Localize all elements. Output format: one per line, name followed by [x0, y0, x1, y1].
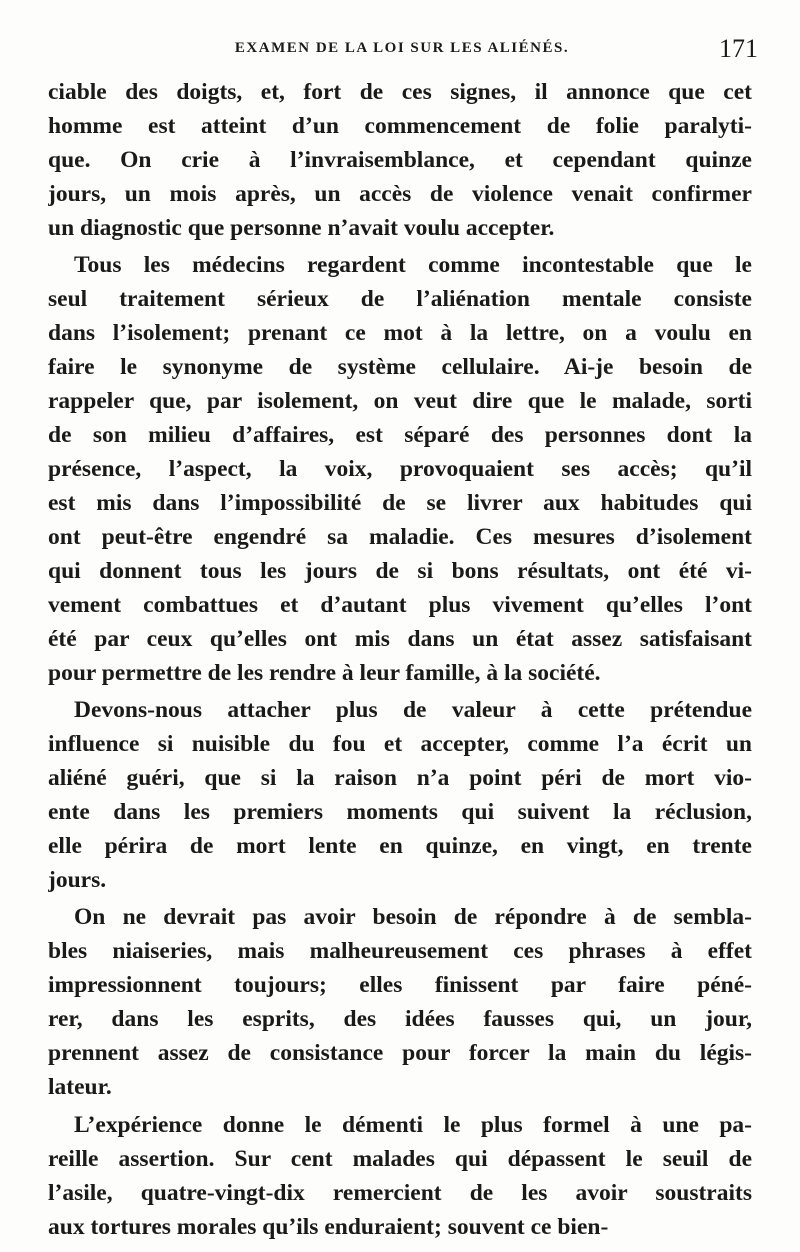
- text-line: dans l’isolement; prenant ce mot à la lettre, on a voulu en: [48, 320, 752, 346]
- paragraph: [48, 693, 752, 897]
- paragraph: [48, 75, 752, 245]
- text-line: impressionnent toujours; elles finissent par faire péné-: [48, 972, 752, 998]
- text-line: reille assertion. Sur cent malades qui dépassent le seuil de: [48, 1146, 752, 1172]
- text-line: faire le synonyme de système cellulaire. Ai-je besoin de: [48, 354, 752, 380]
- text-line: influence si nuisible du fou et accepter, comme l’a écrit un: [48, 731, 752, 757]
- text-line: présence, l’aspect, la voix, provoquaient ses accès; qu’il: [48, 456, 752, 482]
- paragraph: [48, 1108, 752, 1244]
- page-number: 171: [719, 34, 758, 63]
- text-line: que. On crie à l’invraisemblance, et cependant quinze: [48, 147, 752, 173]
- running-title: EXAMEN DE LA LOI SUR LES ALIÉNÉS.: [234, 40, 570, 56]
- text-line: ont peut-être engendré sa maladie. Ces mesures d’isolement: [48, 524, 752, 550]
- text-line: qui donnent tous les jours de si bons résultats, ont été vi-: [48, 558, 752, 584]
- text-line: Tous les médecins regardent comme incontestable que le: [74, 252, 752, 278]
- text-line: jours.: [48, 867, 107, 893]
- text-line: vement combattues et d’autant plus vivement qu’elles l’ont: [48, 592, 752, 618]
- paragraph: [48, 248, 752, 690]
- text-line: de son milieu d’affaires, est séparé des personnes dont la: [48, 422, 752, 448]
- text-line: lateur.: [48, 1074, 112, 1100]
- text-line: prennent assez de consistance pour forcer la main du légis-: [48, 1040, 752, 1066]
- text-line: L’expérience donne le démenti le plus formel à une pa-: [74, 1112, 752, 1138]
- text-line: rappeler que, par isolement, on veut dire que le malade, sorti: [48, 388, 752, 414]
- text-line: aliéné guéri, que si la raison n’a point péri de mort vio-: [48, 765, 752, 791]
- text-line: ciable des doigts, et, fort de ces signes, il annonce que cet: [48, 79, 752, 105]
- text-line: un diagnostic que personne n’avait voulu accepter.: [48, 215, 555, 241]
- text-line: jours, un mois après, un accès de violence venait confirmer: [48, 181, 752, 207]
- text-line: homme est atteint d’un commencement de folie paralyti-: [48, 113, 752, 139]
- text-line: seul traitement sérieux de l’aliénation mentale consiste: [48, 286, 752, 312]
- text-line: rer, dans les esprits, des idées fausses qui, un jour,: [48, 1006, 752, 1032]
- text-line: été par ceux qu’elles ont mis dans un état assez satisfaisant: [48, 626, 752, 652]
- running-head: [46, 36, 758, 72]
- text-line: ente dans les premiers moments qui suivent la réclusion,: [48, 799, 752, 825]
- text-line: pour permettre de les rendre à leur famille, à la société.: [48, 660, 601, 686]
- text-line: On ne devrait pas avoir besoin de répondre à de sembla-: [74, 904, 752, 930]
- text-line: elle périra de mort lente en quinze, en vingt, en trente: [48, 833, 752, 859]
- text-line: l’asile, quatre-vingt-dix remercient de les avoir soustraits: [48, 1180, 752, 1206]
- text-line: bles niaiseries, mais malheureusement ces phrases à effet: [48, 938, 752, 964]
- text-line: est mis dans l’impossibilité de se livrer aux habitudes qui: [48, 490, 752, 516]
- text-line: aux tortures morales qu’ils enduraient; souvent ce bien-: [48, 1214, 609, 1240]
- paragraph: [48, 900, 752, 1104]
- text-body: [48, 75, 752, 1244]
- text-line: Devons-nous attacher plus de valeur à cette prétendue: [74, 697, 752, 723]
